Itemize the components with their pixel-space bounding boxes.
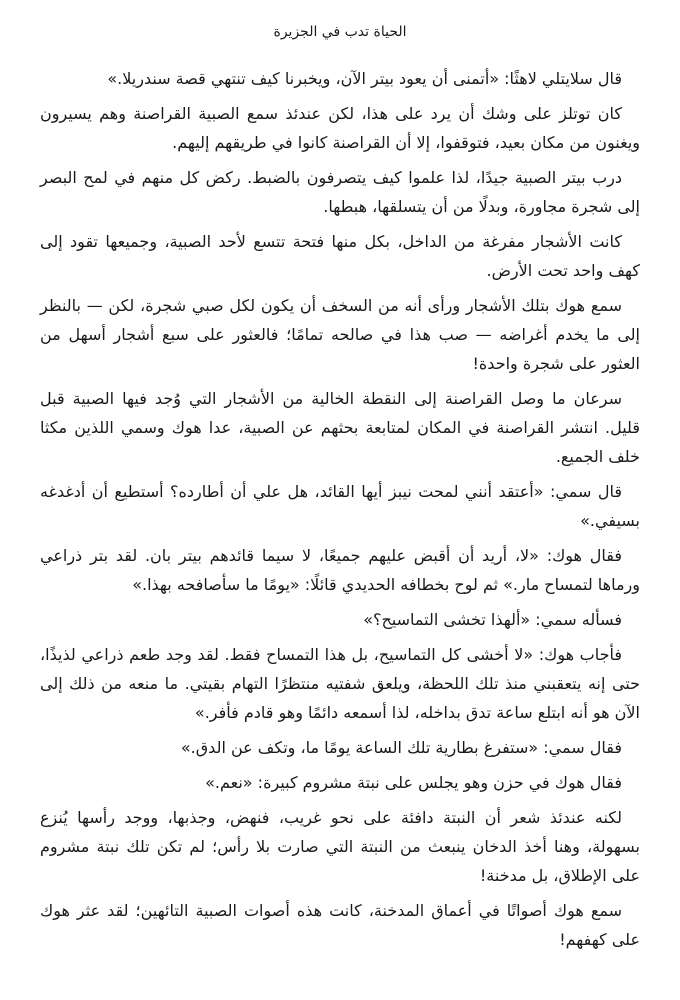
paragraph: قال سلايتلي لاهثًا: «أتمنى أن يعود بيتر الآن، ويخبرنا كيف تنتهي قصة سندريلا.»: [107, 69, 622, 88]
paragraph: سرعان ما وصل القراصنة إلى النقطة الخالية من الأشجار التي وُجد فيها الصبية قبل قليل. انتشر القراصنة في المكان لمتابعة بحثهم عن الصبية، عدا هوك وسمي اللذين مكثا خلف الجميع.: [40, 389, 640, 466]
paragraph: فسأله سمي: «ألهذا تخشى التماسيح؟»: [363, 610, 622, 629]
paragraph: سمع هوك بتلك الأشجار ورأى أنه من السخف أن يكون لكل صبي شجرة، لكن — بالنظر إلى ما يخدم أغراضه — صب هذا في صالحه تمامًا؛ فالعثور على سبع أشجار أسهل من العثور على شجرة واحدة!: [40, 296, 640, 373]
paragraph: سمع هوك أصواتًا في أعماق المدخنة، كانت هذه أصوات الصبية التائهين؛ لقد عثر هوك على كهفهم!: [40, 901, 640, 949]
paragraph: فأجاب هوك: «لا أخشى كل التماسيح، بل هذا التمساح فقط. لقد وجد طعم ذراعي لذيذًا، حتى إنه يتعقبني منذ تلك اللحظة، ويلعق شفتيه منتظرًا التهام بقيتي. ما منعه من ذلك إلى الآن هو أنه ابتلع ساعة تدق بداخله، لذا أسمعه دائمًا وهو قادم فأفر.»: [40, 645, 640, 722]
paragraph: لكنه عندئذ شعر أن النبتة دافئة على نحو غريب، فنهض، وجذبها، ووجد رأسها يُنزع بسهولة، وهنا أخذ الدخان ينبعث من النبتة التي صارت بلا رأس؛ لم تكن تلك نبتة مشروم على الإطلاق، بل مدخنة!: [40, 808, 640, 885]
paragraph: فقال سمي: «ستفرغ بطارية تلك الساعة يومًا ما، وتكف عن الدق.»: [180, 738, 622, 757]
paragraph: قال سمي: «أعتقد أنني لمحت نيبز أيها القائد، هل علي أن أطارده؟ أستطيع أن أدغدغه بسيفي.»: [40, 482, 640, 530]
paragraph: فقال هوك: «لا، أريد أن أقبض عليهم جميعًا، لا سيما قائدهم بيتر بان. لقد بتر ذراعي ورماها لتمساح مار.» ثم لوح بخطافه الحديدي قائلًا: «يومًا ما سأصافحه بهذا.»: [40, 546, 640, 594]
paragraph: درب بيتر الصبية جيدًا، لذا علموا كيف يتصرفون بالضبط. ركض كل منهم في لمح البصر إلى شجرة مجاورة، وبدلًا من أن يتسلقها، هبطها.: [40, 168, 640, 216]
running-title: الحياة تدب في الجزيرة: [273, 24, 407, 40]
body-text: [40, 64, 640, 954]
paragraph: كانت الأشجار مفرغة من الداخل، بكل منها فتحة تتسع لأحد الصبية، وجميعها تقود إلى كهف واحد تحت الأرض.: [40, 232, 640, 280]
paragraph: كان توتلز على وشك أن يرد على هذا، لكن عندئذ سمع الصبية القراصنة وهم يسيرون ويغنون من مكان بعيد، فتوقفوا، إلا أن القراصنة كانوا في طريقهم إليهم.: [40, 104, 640, 152]
paragraph: فقال هوك في حزن وهو يجلس على نبتة مشروم كبيرة: «نعم.»: [205, 773, 622, 792]
